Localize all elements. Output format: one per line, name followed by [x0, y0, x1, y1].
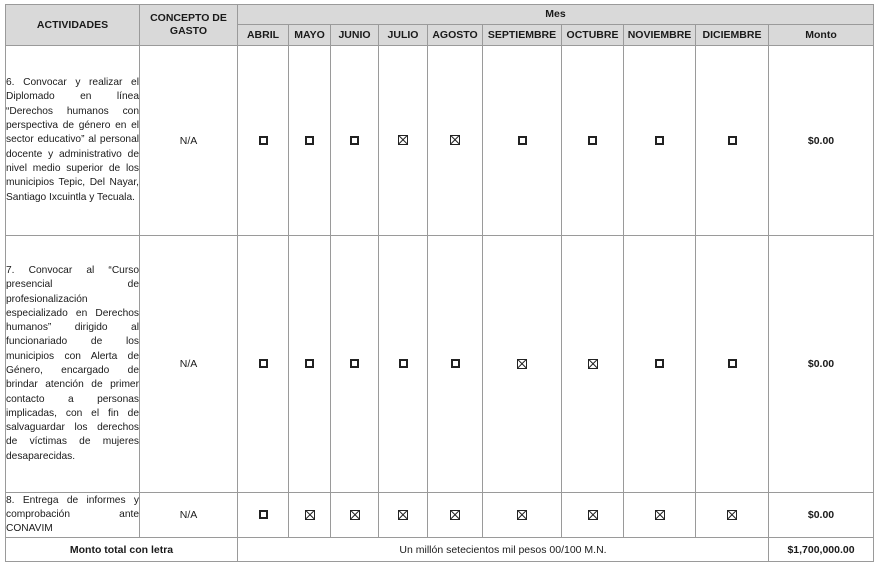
- unchecked-box-icon[interactable]: [588, 136, 597, 145]
- activity-row: [6, 46, 874, 236]
- month-cell-abril: [238, 493, 289, 538]
- header-month-noviembre: NOVIEMBRE: [624, 25, 696, 46]
- month-cell-septiembre: [483, 493, 562, 538]
- month-cell-abril: [238, 236, 289, 493]
- unchecked-box-icon[interactable]: [518, 136, 527, 145]
- month-cell-diciembre: [696, 46, 769, 236]
- unchecked-box-icon[interactable]: [350, 359, 359, 368]
- activities-budget-table: [5, 4, 874, 562]
- header-month-septiembre: SEPTIEMBRE: [483, 25, 562, 46]
- expense-concept: N/A: [140, 493, 238, 538]
- unchecked-box-icon[interactable]: [728, 359, 737, 368]
- month-cell-diciembre: [696, 236, 769, 493]
- checked-box-icon[interactable]: [727, 510, 737, 520]
- month-cell-abril: [238, 46, 289, 236]
- expense-concept: N/A: [140, 236, 238, 493]
- month-cell-julio: [379, 46, 428, 236]
- checked-box-icon[interactable]: [305, 510, 315, 520]
- month-cell-julio: [379, 493, 428, 538]
- checked-box-icon[interactable]: [517, 359, 527, 369]
- unchecked-box-icon[interactable]: [728, 136, 737, 145]
- activity-description: 7. Convocar al “Curso presencial de profesionalización especializado en Derechos humanos” dirigido al funcionariado de los municipios con Alerta de Género, encargado de brindar atención de primer contacto a personas implicadas, con el fin de salvaguardar los derechos de víctimas de mujeres desaparecidas.: [6, 236, 140, 493]
- header-mes: Mes: [238, 5, 874, 25]
- month-cell-junio: [331, 493, 379, 538]
- header-month-diciembre: DICIEMBRE: [696, 25, 769, 46]
- month-cell-noviembre: [624, 236, 696, 493]
- checked-box-icon[interactable]: [588, 359, 598, 369]
- month-cell-mayo: [289, 493, 331, 538]
- month-cell-agosto: [428, 493, 483, 538]
- checked-box-icon[interactable]: [398, 510, 408, 520]
- month-cell-octubre: [562, 493, 624, 538]
- expense-concept: N/A: [140, 46, 238, 236]
- checked-box-icon[interactable]: [517, 510, 527, 520]
- month-cell-junio: [331, 46, 379, 236]
- month-cell-julio: [379, 236, 428, 493]
- month-cell-diciembre: [696, 493, 769, 538]
- unchecked-box-icon[interactable]: [350, 136, 359, 145]
- header-monto: Monto: [769, 25, 874, 46]
- unchecked-box-icon[interactable]: [305, 359, 314, 368]
- activity-description: 8. Entrega de informes y comprobación ante CONAVIM: [6, 493, 140, 538]
- header-month-octubre: OCTUBRE: [562, 25, 624, 46]
- total-row: [6, 538, 874, 562]
- row-amount: $0.00: [769, 236, 874, 493]
- month-cell-mayo: [289, 46, 331, 236]
- unchecked-box-icon[interactable]: [259, 510, 268, 519]
- header-month-junio: JUNIO: [331, 25, 379, 46]
- row-amount: $0.00: [769, 46, 874, 236]
- header-concepto-gasto: CONCEPTO DE GASTO: [140, 5, 238, 46]
- unchecked-box-icon[interactable]: [259, 359, 268, 368]
- header-month-abril: ABRIL: [238, 25, 289, 46]
- month-cell-octubre: [562, 46, 624, 236]
- unchecked-box-icon[interactable]: [655, 136, 664, 145]
- header-month-julio: JULIO: [379, 25, 428, 46]
- checked-box-icon[interactable]: [655, 510, 665, 520]
- month-cell-octubre: [562, 236, 624, 493]
- unchecked-box-icon[interactable]: [451, 359, 460, 368]
- checked-box-icon[interactable]: [350, 510, 360, 520]
- month-cell-junio: [331, 236, 379, 493]
- activity-row: [6, 236, 874, 493]
- month-cell-noviembre: [624, 46, 696, 236]
- checked-box-icon[interactable]: [450, 510, 460, 520]
- total-amount-in-words: Un millón setecientos mil pesos 00/100 M.N.: [238, 538, 769, 562]
- month-cell-septiembre: [483, 236, 562, 493]
- month-cell-noviembre: [624, 493, 696, 538]
- header-month-agosto: AGOSTO: [428, 25, 483, 46]
- month-cell-agosto: [428, 236, 483, 493]
- month-cell-mayo: [289, 236, 331, 493]
- month-cell-agosto: [428, 46, 483, 236]
- unchecked-box-icon[interactable]: [655, 359, 664, 368]
- unchecked-box-icon[interactable]: [305, 136, 314, 145]
- activity-row: [6, 493, 874, 538]
- header-month-mayo: MAYO: [289, 25, 331, 46]
- total-label: Monto total con letra: [6, 538, 238, 562]
- unchecked-box-icon[interactable]: [259, 136, 268, 145]
- checked-box-icon[interactable]: [588, 510, 598, 520]
- activity-description: 6. Convocar y realizar el Diplomado en línea “Derechos humanos con perspectiva de género en el sector educativo” al personal docente y administrativo de nivel medio superior de los municipios Tepic, Del Nayar, Santiago Ixcuintla y Tecuala.: [6, 46, 140, 236]
- unchecked-box-icon[interactable]: [399, 359, 408, 368]
- checked-box-icon[interactable]: [450, 135, 460, 145]
- header-actividades: ACTIVIDADES: [6, 5, 140, 46]
- total-amount: $1,700,000.00: [769, 538, 874, 562]
- checked-box-icon[interactable]: [398, 135, 408, 145]
- row-amount: $0.00: [769, 493, 874, 538]
- month-cell-septiembre: [483, 46, 562, 236]
